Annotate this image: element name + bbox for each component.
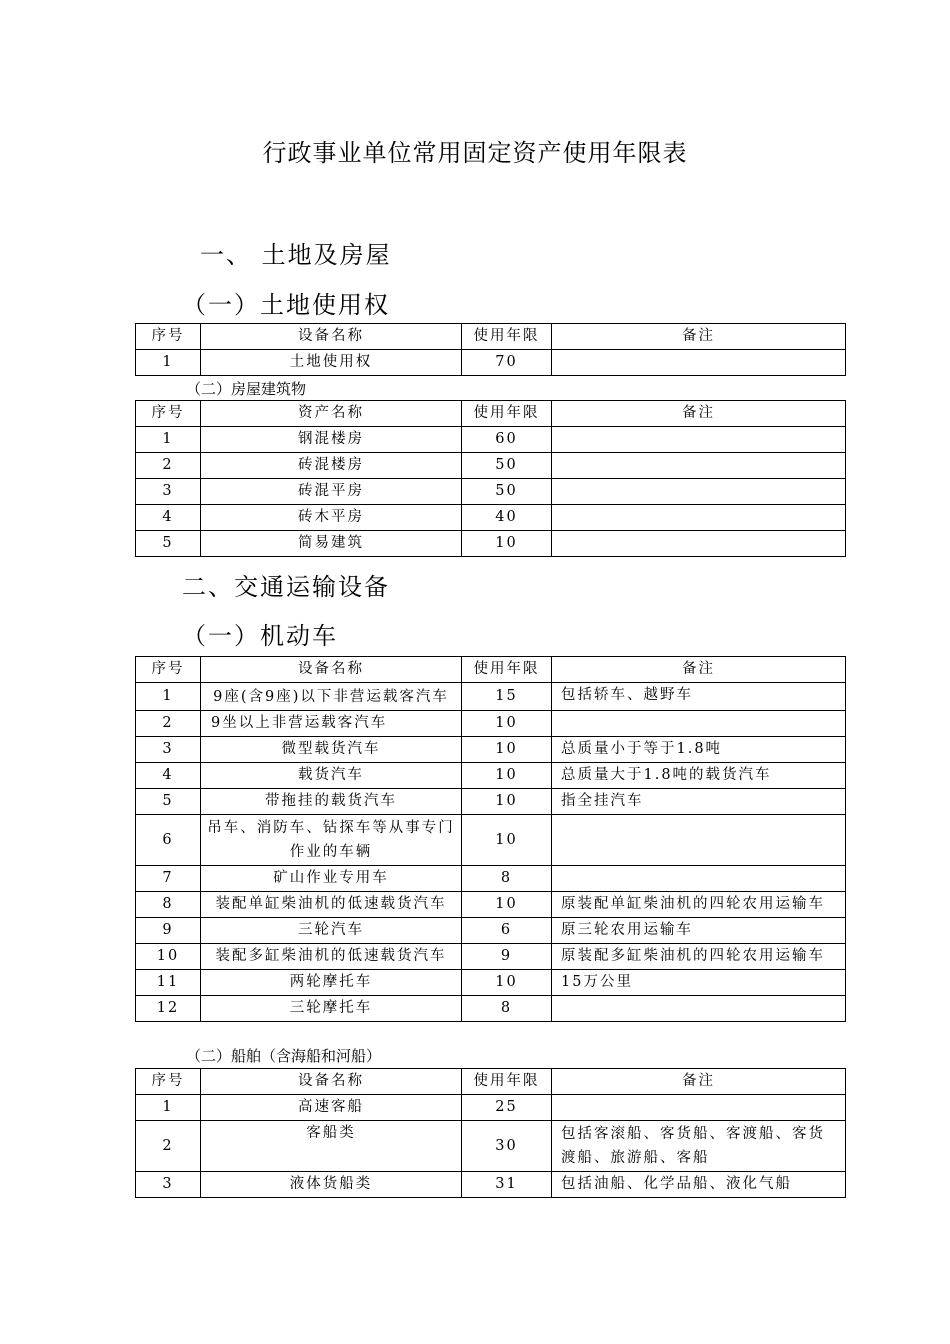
ships-table: [135, 1068, 846, 1198]
remark: [552, 996, 846, 1022]
useful-life: 10: [462, 531, 552, 557]
table-row: [136, 505, 846, 531]
table-row: [136, 350, 846, 376]
header-cell: 使用年限: [462, 657, 552, 683]
row-index: 1: [136, 1095, 201, 1121]
row-index: 6: [136, 815, 201, 866]
remark: 总质量大于1.8吨的载货汽车: [552, 763, 846, 789]
header-cell: 资产名称: [201, 401, 462, 427]
equipment-name: 矿山作业专用车: [201, 866, 462, 892]
table-row: [136, 1172, 846, 1198]
useful-life: 25: [462, 1095, 552, 1121]
useful-life: 10: [462, 789, 552, 815]
row-index: 5: [136, 789, 201, 815]
header-cell: 使用年限: [462, 1069, 552, 1095]
asset-name: 砖木平房: [201, 505, 462, 531]
table-row: [136, 866, 846, 892]
section-1-1-heading: （一）土地使用权: [182, 291, 390, 319]
header-cell: 备注: [552, 657, 846, 683]
header-cell: 序号: [136, 401, 201, 427]
row-index: 2: [136, 1121, 201, 1172]
header-cell: 备注: [552, 324, 846, 350]
row-index: 1: [136, 683, 201, 711]
asset-name: 砖混楼房: [201, 453, 462, 479]
remark: [552, 505, 846, 531]
row-index: 1: [136, 427, 201, 453]
table-header-row: [136, 324, 846, 350]
useful-life: 6: [462, 918, 552, 944]
asset-name: 钢混楼房: [201, 427, 462, 453]
useful-life: 10: [462, 892, 552, 918]
equipment-name: 带拖挂的载货汽车: [201, 789, 462, 815]
useful-life: 10: [462, 815, 552, 866]
table-row: [136, 996, 846, 1022]
table-row: [136, 918, 846, 944]
remark: 总质量小于等于1.8吨: [552, 737, 846, 763]
remark: [552, 711, 846, 737]
equipment-name: 三轮汽车: [201, 918, 462, 944]
useful-life: 10: [462, 711, 552, 737]
row-index: 3: [136, 1172, 201, 1198]
remark: 原三轮农用运输车: [552, 918, 846, 944]
equipment-name: 9座(含9座)以下非营运载客汽车: [201, 683, 462, 711]
table-row: [136, 970, 846, 996]
equipment-name: 吊车、消防车、钻探车等从事专门作业的车辆: [201, 815, 462, 866]
asset-name: 简易建筑: [201, 531, 462, 557]
remark: [552, 1095, 846, 1121]
equipment-name: 载货汽车: [201, 763, 462, 789]
remark: [552, 815, 846, 866]
remark: 包括轿车、越野车: [552, 683, 846, 711]
table-row: [136, 1095, 846, 1121]
table-row: [136, 531, 846, 557]
section-2-2-heading: （二）船舶（含海船和河船）: [186, 1047, 382, 1065]
row-index: 2: [136, 711, 201, 737]
useful-life: 8: [462, 866, 552, 892]
useful-life: 15: [462, 683, 552, 711]
equipment-name: 装配多缸柴油机的低速载货汽车: [201, 944, 462, 970]
motor-vehicles-table: [135, 656, 846, 1022]
header-cell: 设备名称: [201, 1069, 462, 1095]
row-index: 5: [136, 531, 201, 557]
table-row: [136, 892, 846, 918]
remark: 包括客滚船、客货船、客渡船、客货渡船、旅游船、客船: [552, 1121, 846, 1172]
remark: 指全挂汽车: [552, 789, 846, 815]
table-row: [136, 737, 846, 763]
row-index: 4: [136, 505, 201, 531]
remark: [552, 453, 846, 479]
table-header-row: [136, 657, 846, 683]
remark: 包括油船、化学品船、液化气船: [552, 1172, 846, 1198]
section-2-1-heading: （一）机动车: [182, 622, 338, 650]
remark: [552, 531, 846, 557]
row-index: 10: [136, 944, 201, 970]
useful-life: 8: [462, 996, 552, 1022]
useful-life: 30: [462, 1121, 552, 1172]
remark: 原装配多缸柴油机的四轮农用运输车: [552, 944, 846, 970]
remark: [552, 427, 846, 453]
header-cell: 序号: [136, 1069, 201, 1095]
row-index: 3: [136, 479, 201, 505]
useful-life: 50: [462, 479, 552, 505]
table-row: [136, 683, 846, 711]
table-row: [136, 711, 846, 737]
header-cell: 序号: [136, 657, 201, 683]
useful-life: 50: [462, 453, 552, 479]
section-2-heading: 二、交通运输设备: [182, 573, 390, 601]
land-use-table: [135, 323, 846, 376]
useful-life: 40: [462, 505, 552, 531]
table-row: [136, 1121, 846, 1172]
row-index: 4: [136, 763, 201, 789]
table-row: [136, 453, 846, 479]
header-cell: 设备名称: [201, 657, 462, 683]
equipment-name: 两轮摩托车: [201, 970, 462, 996]
table-row: [136, 789, 846, 815]
row-index: 12: [136, 996, 201, 1022]
useful-life: 60: [462, 427, 552, 453]
useful-life: 10: [462, 737, 552, 763]
remark: 15万公里: [552, 970, 846, 996]
equipment-name: 三轮摩托车: [201, 996, 462, 1022]
useful-life: 10: [462, 763, 552, 789]
row-index: 11: [136, 970, 201, 996]
equipment-name: 液体货船类: [201, 1172, 462, 1198]
asset-name: 土地使用权: [201, 350, 462, 376]
equipment-name: 装配单缸柴油机的低速载货汽车: [201, 892, 462, 918]
remark: [552, 866, 846, 892]
section-1-2-heading: （二）房屋建筑物: [186, 380, 307, 398]
table-row: [136, 427, 846, 453]
table-header-row: [136, 401, 846, 427]
equipment-name: 客船类: [201, 1121, 462, 1172]
equipment-name: 高速客船: [201, 1095, 462, 1121]
useful-life: 9: [462, 944, 552, 970]
header-cell: 备注: [552, 401, 846, 427]
row-index: 7: [136, 866, 201, 892]
table-header-row: [136, 1069, 846, 1095]
row-index: 1: [136, 350, 201, 376]
header-cell: 序号: [136, 324, 201, 350]
header-cell: 备注: [552, 1069, 846, 1095]
header-cell: 设备名称: [201, 324, 462, 350]
useful-life: 31: [462, 1172, 552, 1198]
row-index: 3: [136, 737, 201, 763]
equipment-name: 9坐以上非营运载客汽车: [201, 711, 462, 737]
remark: [552, 479, 846, 505]
header-cell: 使用年限: [462, 324, 552, 350]
section-1-heading: 一、 土地及房屋: [200, 241, 392, 269]
row-index: 2: [136, 453, 201, 479]
page-title: 行政事业单位常用固定资产使用年限表: [262, 139, 688, 167]
table-row: [136, 479, 846, 505]
useful-life: 10: [462, 970, 552, 996]
row-index: 9: [136, 918, 201, 944]
asset-name: 砖混平房: [201, 479, 462, 505]
useful-life: 70: [462, 350, 552, 376]
remark: 原装配单缸柴油机的四轮农用运输车: [552, 892, 846, 918]
table-row: [136, 763, 846, 789]
table-row: [136, 815, 846, 866]
equipment-name: 微型载货汽车: [201, 737, 462, 763]
header-cell: 使用年限: [462, 401, 552, 427]
remark: [552, 350, 846, 376]
table-row: [136, 944, 846, 970]
buildings-table: [135, 400, 846, 557]
row-index: 8: [136, 892, 201, 918]
